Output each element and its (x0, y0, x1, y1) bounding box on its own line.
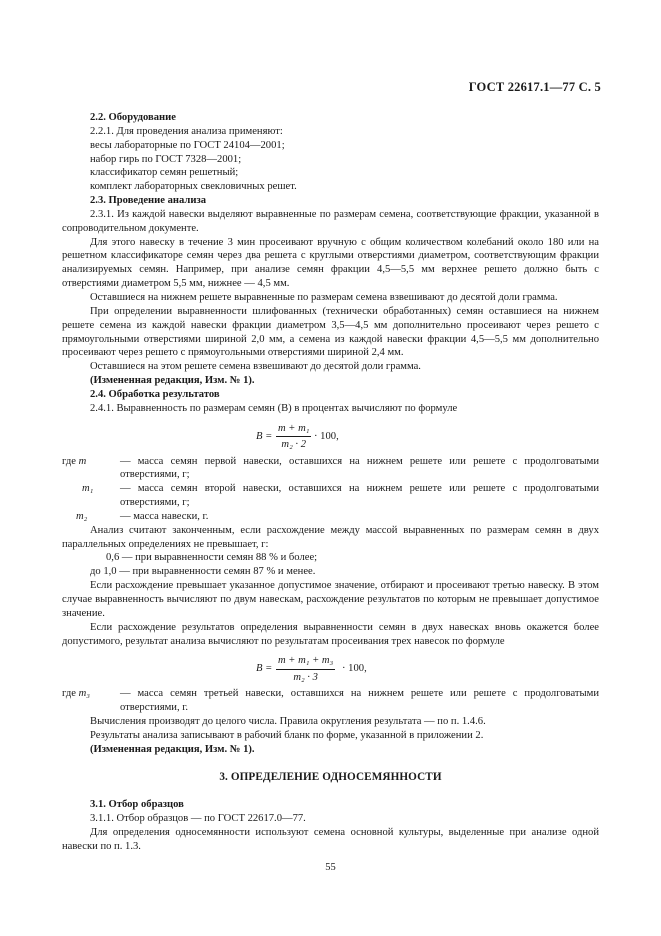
formula-three-samples (62, 654, 599, 684)
paragraph-2-2-1: 2.2.1. Для проведения анализа применяют: (90, 125, 283, 137)
formula-fraction (276, 422, 311, 453)
amendment-note: (Измененная редакция, Изм. № 1). (90, 375, 255, 387)
formula-denominator: m₂ · 3 (293, 672, 318, 684)
tolerance-item: 0,6 — при выравненности семян 88 % и более; (106, 552, 318, 564)
tolerance-item: до 1,0 — при выравненности семян 87 % и менее. (90, 566, 316, 578)
section-2-3-heading: 2.3. Проведение анализа (90, 195, 206, 207)
definition-symbol: m (78, 455, 87, 467)
equipment-item: классификатор семян решетный; (90, 167, 239, 179)
definition-prefix: где (62, 688, 76, 700)
equipment-item: весы лабораторные по ГОСТ 24104—2001; (90, 139, 285, 151)
section-3-1-heading: 3.1. Отбор образцов (90, 799, 184, 811)
paragraph-three-samples: Если расхождение результатов определения выравненности семян в двух навесках вновь окажется более допустимого, результат анализа вычисляют по результатам просеивания трех навесок по формуле (62, 621, 599, 647)
formula-rhs: · 100, (314, 430, 339, 442)
definition-text: — масса семян второй навески, оставшихся на нижнем решете или решете с продолговатыми отверстиями, г; (120, 483, 599, 509)
formula-lhs: B = (256, 663, 273, 675)
formula-rhs: · 100, (342, 663, 367, 675)
paragraph-rounding: Вычисления производят до целого числа. Правила округления результата — по п. 1.4.6. (90, 716, 486, 728)
paragraph-weighing-2: Оставшиеся на этом решете семена взвешивают до десятой доли грамма. (90, 361, 421, 373)
definition-m2 (62, 510, 599, 524)
definition-m (62, 455, 599, 483)
formula-uniformity (62, 422, 599, 452)
formula-denominator: m₂ · 2 (281, 439, 306, 451)
definition-m1 (62, 482, 599, 510)
formula-lhs: B = (256, 430, 273, 442)
definition-text: — масса семян третьей навески, оставшихся на нижнем решете или решете с продолговатыми отверстиями, г. (120, 688, 599, 714)
paragraph-single-seed: Для определения односемянности используют семена основной культуры, выделенные при анализе одной навески по п. 1.3. (62, 827, 599, 852)
section-3-heading: 3. ОПРЕДЕЛЕНИЕ ОДНОСЕМЯННОСТИ (219, 770, 442, 783)
paragraph-2-3-1: 2.3.1. Из каждой навески выделяют выравненные по размерам семена, соответствующие фракции, указанной в сопроводительном документе. (62, 208, 599, 234)
definition-m3 (62, 687, 599, 715)
section-2-2-heading: 2.2. Оборудование (90, 112, 176, 123)
paragraph-weighing: Оставшиеся на нижнем решете выравненные по размерам семена взвешивают до десятой доли грамма. (90, 291, 558, 303)
paragraph-completion: Анализ считают законченным, если расхождение между массой выравненных по размерам семян в двух параллельных определениях не превышает, г: (62, 524, 599, 550)
equipment-item: комплект лабораторных свекловичных решет. (90, 181, 297, 193)
paragraph-polished-seeds: При определении выравненности шлифованных (технически обработанных) семян оставшиеся на нижнем решете семена из каждой навески фракции диаметром 3,5—4,5 мм дополнительно просеивают через решето с прямоугольными отверстиями шириной 2,0 мм, а семена из каждой навески фракции 4,5—5,5 мм дополнительно просеивают через решето с прямоугольными отверстиями шириной 2,4 мм. (62, 305, 599, 359)
definition-text: — масса навески, г. (120, 510, 209, 522)
definition-text: — масса семян первой навески, оставшихся на нижнем решете или решете с продолговатыми отверстиями, г; (120, 455, 599, 481)
formula-numerator: m + m₁ (276, 422, 311, 438)
definition-symbol: m₃ (78, 688, 90, 700)
section-2-4-heading: 2.4. Обработка результатов (90, 388, 220, 400)
paragraph-sieving: Для этого навеску в течение 3 мин просеивают вручную с общим количеством колебаний около 180 или на решетном классификаторе семян через два решета с круглыми отверстиями диаметром, соответствующим фракции анализируемых семян. Например, при анализе семян фракции 4,5—5,5 мм верхнее решето должно быть с отверстиями диаметром 5,5 мм, нижнее — 4,5 мм. (62, 236, 599, 290)
formula-fraction (276, 654, 335, 685)
definition-symbol: m₂ (76, 510, 88, 522)
formula-numerator: m + m₁ + m₃ (276, 654, 335, 670)
paragraph-2-4-1: 2.4.1. Выравненность по размерам семян (B) в процентах вычисляют по формуле (90, 402, 458, 414)
page-number: 55 (325, 862, 336, 873)
page-body (62, 111, 599, 854)
definition-symbol: m₁ (82, 483, 94, 495)
paragraph-3-1-1: 3.1.1. Отбор образцов — по ГОСТ 22617.0—77. (90, 813, 306, 825)
definition-prefix: где (62, 455, 76, 467)
paragraph-exceed: Если расхождение превышает указанное допустимое значение, отбирают и просеивают третью навеску. В этом случае выравненность вычисляют по двум навескам, расхождение результатов по которым не превышает допустимое значение. (62, 580, 599, 619)
equipment-item: набор гирь по ГОСТ 7328—2001; (90, 153, 242, 165)
page-header: ГОСТ 22617.1—77 С. 5 (468, 80, 601, 94)
amendment-note: (Измененная редакция, Изм. № 1). (90, 743, 255, 755)
paragraph-recording: Результаты анализа записывают в рабочий бланк по форме, указанной в приложении 2. (90, 729, 484, 741)
